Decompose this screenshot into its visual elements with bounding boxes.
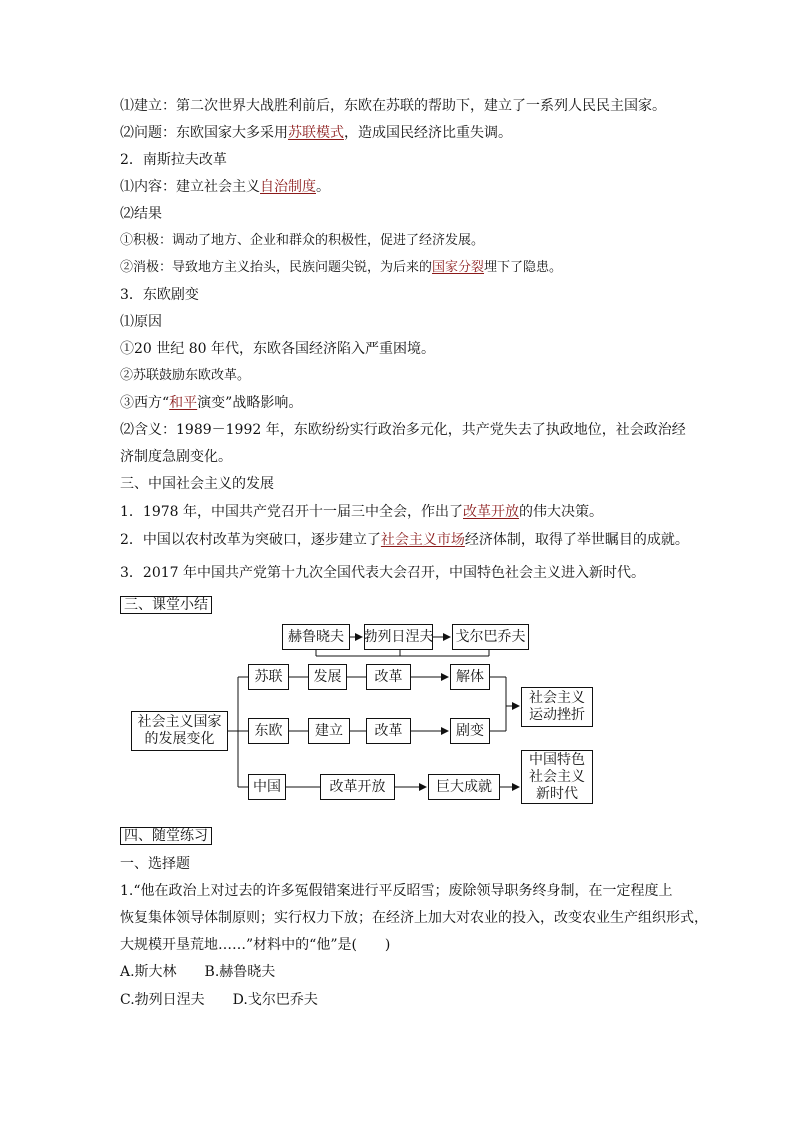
node-khrushchev: 赫鲁晓夫	[282, 624, 350, 650]
answer-options: C.勃列日涅夫 D.戈尔巴乔夫	[120, 992, 318, 1008]
text: 1．1978 年，中国共产党召开十一届三中全会，作出了	[120, 504, 463, 520]
keyword: 社会主义市场	[380, 532, 465, 548]
node-east-reform: 改革	[366, 718, 411, 744]
node-brezhnev: 勃列日涅夫	[364, 624, 433, 650]
node-china-achievement: 巨大成就	[428, 774, 500, 800]
section-heading	[120, 828, 212, 844]
text-line: ①20 世纪 80 年代，东欧各国经济陷入严重困境。	[120, 341, 435, 357]
section-heading: 一、选择题	[120, 856, 190, 872]
section-heading: 3．东欧剧变	[120, 287, 199, 303]
answer-options: A.斯大林 B.赫鲁晓夫	[120, 964, 276, 980]
text-line: ⑴原因	[120, 314, 162, 330]
keyword: 苏联模式	[288, 125, 344, 141]
keyword: 自治制度	[260, 179, 316, 195]
node-east-establish: 建立	[308, 718, 350, 744]
section-heading: 三、中国社会主义的发展	[120, 476, 274, 492]
text-line: ⑴建立：第二次世界大战胜利前后，东欧在苏联的帮助下，建立了一系列人民民主国家。	[120, 98, 666, 114]
text: ⑴内容：建立社会主义	[120, 179, 260, 195]
node-gorbachev: 戈尔巴乔夫	[452, 624, 529, 650]
node-ussr-develop: 发展	[308, 664, 347, 690]
text: ③西方“	[120, 395, 170, 411]
node-china: 中国	[248, 774, 286, 800]
keyword: 国家分裂	[432, 260, 485, 275]
section-heading: 2．南斯拉夫改革	[120, 152, 227, 168]
keyword: 改革开放	[463, 504, 519, 520]
node-ussr-reform: 改革	[366, 664, 411, 690]
node-root: 社会主义国家 的发展变化	[131, 711, 228, 751]
question-text: 恢复集体领导体制原则；实行权力下放；在经济上加大对农业的投入，改变农业生产组织形式，	[120, 910, 708, 926]
node-ussr-dissolution: 解体	[450, 664, 490, 690]
text: 经济体制，取得了举世瞩目的成就。	[464, 532, 689, 548]
text: ⑵问题：东欧国家大多采用	[120, 125, 288, 141]
text-line: ⑵结果	[120, 206, 162, 222]
boxed-heading: 四、随堂练习	[120, 827, 212, 845]
text-line: 济制度急剧变化。	[120, 449, 232, 465]
text-line: ②苏联鼓励东欧改革。	[120, 368, 251, 383]
node-east-upheaval: 剧变	[450, 718, 490, 744]
question-text: 大规模开垦荒地……”材料中的“他”是( )	[120, 937, 391, 953]
text-line: ①积极：调动了地方、企业和群众的积极性，促进了经济发展。	[120, 233, 485, 248]
text: ，造成国民经济比重失调。	[344, 125, 512, 141]
text: 演变”战略影响。	[197, 395, 303, 411]
boxed-heading: 三、课堂小结	[120, 596, 212, 614]
node-result-new-era: 中国特色 社会主义 新时代	[521, 750, 593, 804]
text: 埋下了隐患。	[484, 260, 563, 275]
text-line: 3．2017 年中国共产党第十九次全国代表大会召开，中国特色社会主义进入新时代。	[120, 565, 645, 581]
text-line: ⑵含义：1989－1992 年，东欧纷纷实行政治多元化，共产党失去了执政地位，社会政治经	[120, 422, 686, 438]
text: ②消极：导致地方主义抬头，民族问题尖锐，为后来的	[120, 260, 433, 275]
question-text: 1.“他在政治上对过去的许多冤假错案进行平反昭雪；废除领导职务终身制，在一定程度上	[120, 883, 673, 899]
node-result-setback: 社会主义 运动挫折	[521, 687, 593, 727]
node-china-reform: 改革开放	[320, 774, 395, 800]
keyword: 和平	[169, 395, 198, 411]
node-east-europe: 东欧	[248, 718, 289, 744]
text: 。	[316, 179, 330, 195]
node-ussr: 苏联	[248, 664, 289, 690]
text: 2．中国以农村改革为突破口，逐步建立了	[120, 532, 381, 548]
text: 的伟大决策。	[519, 504, 603, 520]
